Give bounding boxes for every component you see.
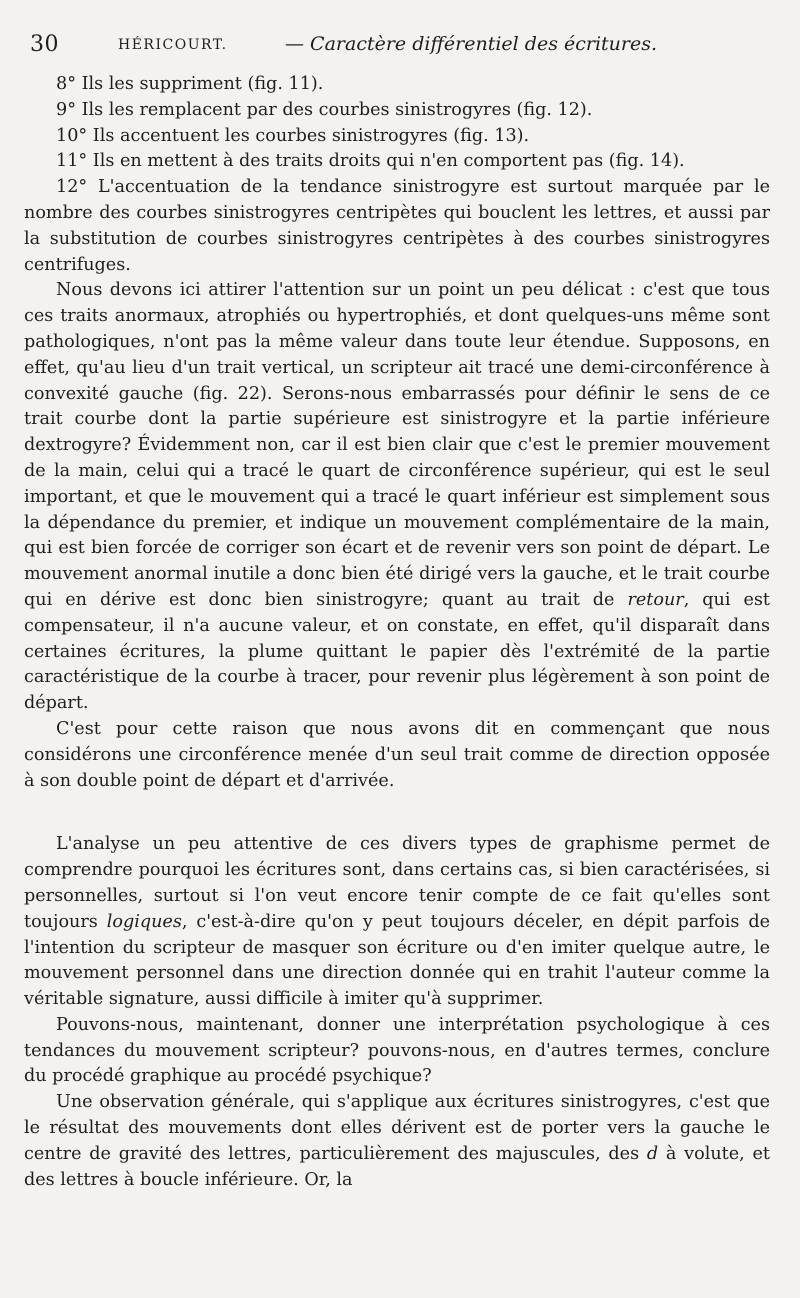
running-header [30,30,770,66]
paragraph-analyse-italic: logiques [106,911,182,932]
paragraph-pouvons: Pouvons-nous, maintenant, donner une interprétation psychologique à ces tendances du mouvement scripteur? pouvons-nous, en d'autres termes, conclure du procédé graphique au procédé psychique? [24,1014,770,1087]
paragraph-attention-part1: Nous devons ici attirer l'attention sur un point un peu délicat : c'est que tous ces traits anormaux, atrophiés ou hypertrophiés, et dont quelques-uns même sont pathologiques, n'ont pas la même valeur dans toute leur étendue. Supposons, en effet, qu'au lieu d'un trait vertical, un scripteur ait tracé une demi-circonférence à convexité gauche (fig. 22). Serons-nous embarrassés pour définir le sens de ce trait courbe dont la partie supérieure est sinistrogyre et la partie inférieure dextrogyre? Évidemment non, car il est bien clair que c'est le premier mouvement de la main, celui qui a tracé le quart de circonférence supérieur, qui est le seul important, et que le mouvement qui a tracé le quart inférieur est simplement sous la dépendance du premier, et indique un mouvement complémentaire de la main, qui est bien forcée de corriger son écart et de revenir vers son point de départ. Le mouvement anormal inutile a donc bien été dirigé vers la gauche, et le trait courbe qui en dérive est donc bien sinistrogyre; quant au trait de [24,280,770,610]
paragraph-analyse-part2: , c'est-à-dire qu'on y peut toujours déceler, en dépit parfois de l'intention du scripteur de masquer son écriture ou d'en imiter quelque autre, le mouvement personnel dans une direction donnée qui en trahit l'auteur comme la véritable signature, aussi difficile à imiter qu'à supprimer. [24,911,770,1010]
page-number: 30 [30,32,59,57]
running-author: HÉRICOURT. [118,37,228,53]
section-gap [24,794,770,832]
paragraph-attention [24,278,770,717]
paragraph-observation [24,1090,770,1193]
paragraph-attention-italic: retour [627,589,684,610]
running-title-text: Caractère différentiel des écritures. [310,33,658,55]
list-item-10: 10° Ils accentuent les courbes sinistrogyres (fig. 13). [56,125,530,146]
paragraph-observation-part1: Une observation générale, qui s'applique aux écritures sinistrogyres, c'est que le résultat des mouvements dont elles dérivent est de porter vers la gauche le centre de gravité des lettres, particulièrement des majuscules, des [24,1092,770,1164]
paragraph-observation-part2: à volute, et des lettres à boucle inférieure. Or, la [24,1143,770,1190]
list-item-9: 9° Ils les remplacent par des courbes sinistrogyres (fig. 12). [56,99,593,120]
running-title [285,33,657,55]
list-item-11: 11° Ils en mettent à des traits droits qui n'en comportent pas (fig. 14). [56,151,685,172]
paragraph-item-12: 12° L'accentuation de la tendance sinistrogyre est surtout marquée par le nombre des courbes sinistrogyres centripètes qui bouclent les lettres, et aussi par la substitution de courbes sinistrogyres centripètes à des courbes sinistrogyres centrifuges. [24,177,770,275]
paragraph-attention-part2: , qui est compensateur, il n'a aucune valeur, et on constate, en effet, qu'il disparaît dans certaines écritures, la plume quittant le papier dès l'extrémité de la partie caractéristique de la courbe à tracer, pour revenir plus légèrement à son point de départ. [24,589,770,714]
paragraph-cest: C'est pour cette raison que nous avons dit en commençant que nous considérons une circonférence menée d'un seul trait comme de direction opposée à son double point de départ et d'arrivée. [24,718,770,791]
paragraph-analyse [24,832,770,1013]
paragraph-observation-italic: d [646,1143,659,1164]
paragraph-analyse-part1: L'analyse un peu attentive de ces divers types de graphisme permet de comprendre pourquoi les écritures sont, dans certains cas, si bien caractérisées, si personnelles, surtout si l'on veut encore tenir compte de ce fait qu'elles sont toujours [24,834,770,932]
page-body [24,72,770,1193]
title-separator: — [285,33,304,55]
list-item-8: 8° Ils les suppriment (fig. 11). [56,74,324,94]
